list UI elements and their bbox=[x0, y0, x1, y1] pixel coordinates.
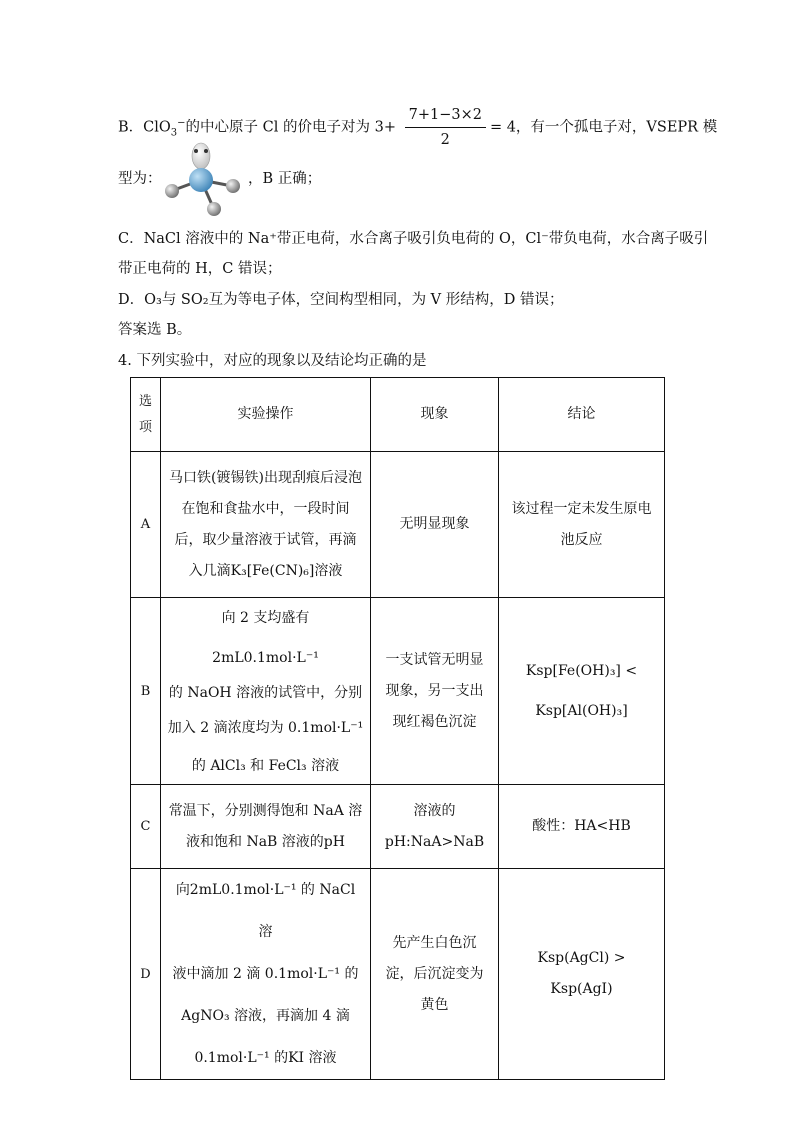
option-b-text-3: 型为： bbox=[118, 171, 162, 187]
row-c-operation-line: 液和饱和 NaB 溶液的pH bbox=[186, 833, 345, 850]
table-header-row bbox=[131, 378, 665, 452]
row-d-phenomenon-line: 黄色 bbox=[420, 996, 449, 1013]
row-d-operation-line: AgNO₃ 溶液，再滴加 4 滴 bbox=[181, 1008, 350, 1024]
row-a-operation-line: 后，取少量溶液于试管，再滴 bbox=[174, 531, 357, 548]
header-operation: 实验操作 bbox=[161, 378, 371, 452]
header-conclusion: 结论 bbox=[499, 378, 665, 452]
row-a-operation-line: 在饱和食盐水中，一段时间 bbox=[181, 500, 350, 517]
row-b-operation-line: 加入 2 滴浓度均为 0.1mol·L⁻¹ bbox=[167, 720, 364, 736]
row-b-operation-line: 的 AlCl₃ 和 FeCl₃ 溶液 bbox=[191, 758, 340, 774]
row-c-option: C bbox=[131, 785, 161, 869]
row-a-conclusion-line: 池反应 bbox=[560, 531, 603, 548]
row-c-phenomenon-line: pH:NaA>NaB bbox=[384, 833, 485, 850]
row-c-phenomenon bbox=[371, 785, 499, 869]
option-b-text-4: ，B 正确； bbox=[248, 171, 322, 187]
row-d-operation-line: 0.1mol·L⁻¹ 的KI 溶液 bbox=[194, 1050, 337, 1066]
row-d-conclusion bbox=[499, 869, 665, 1080]
row-d-conclusion-line: Ksp(AgCl) > Ksp(AgI) bbox=[537, 950, 626, 997]
fraction-denominator: 2 bbox=[440, 132, 450, 148]
answer-line: 答案选 B。 bbox=[118, 322, 192, 338]
row-a-option: A bbox=[131, 452, 161, 598]
vsepr-model-icon bbox=[158, 138, 248, 222]
row-b-phenomenon-line: 现红褐色沉淀 bbox=[392, 713, 477, 730]
option-b-line-2-tail bbox=[248, 169, 321, 189]
row-b-conclusion-line: Ksp[Fe(OH)₃] < bbox=[525, 663, 638, 679]
chlorate-subscript: 3 bbox=[170, 127, 178, 139]
table-row bbox=[131, 598, 665, 785]
header-phenomenon: 现象 bbox=[371, 378, 499, 452]
row-b-conclusion-line: Ksp[Al(OH)₃] bbox=[535, 703, 628, 719]
row-c-conclusion bbox=[499, 785, 665, 869]
row-c-operation bbox=[161, 785, 371, 869]
row-d-operation-line: 液中滴加 2 滴 0.1mol·L⁻¹ 的 bbox=[172, 966, 359, 982]
row-a-operation bbox=[161, 452, 371, 598]
row-b-conclusion bbox=[499, 598, 665, 785]
row-b-operation-line: 向 2 支均盛有 2mL0.1mol·L⁻¹ bbox=[212, 610, 319, 666]
row-a-conclusion-line: 该过程一定未发生原电 bbox=[511, 500, 652, 517]
row-d-option: D bbox=[131, 869, 161, 1080]
option-b-line-2 bbox=[118, 169, 162, 189]
row-a-phenomenon bbox=[371, 452, 499, 598]
experiment-table bbox=[130, 377, 665, 1080]
option-b-text-1: 的中心原子 Cl 的价电子对为 3+ bbox=[185, 119, 396, 136]
row-b-phenomenon-line: 一支试管无明显 bbox=[385, 651, 484, 668]
row-d-phenomenon bbox=[371, 869, 499, 1080]
row-c-phenomenon-line: 溶液的 bbox=[413, 802, 456, 819]
option-d-line-1: D．O₃与 SO₂互为等电子体，空间构型相同，为 V 形结构，D 错误； bbox=[118, 292, 564, 308]
header-option bbox=[131, 378, 161, 452]
option-c-line-2: 带正电荷的 H，C 错误； bbox=[118, 261, 282, 277]
row-b-phenomenon bbox=[371, 598, 499, 785]
row-c-conclusion-line: 酸性：HA<HB bbox=[532, 818, 631, 834]
row-a-phenomenon-line: 无明显现象 bbox=[399, 516, 470, 532]
header-option-text: 选项 bbox=[138, 393, 152, 435]
fraction-numerator: 7+1−3×2 bbox=[405, 105, 486, 128]
row-b-operation bbox=[161, 598, 371, 785]
row-c-operation-line: 常温下，分别测得饱和 NaA 溶 bbox=[168, 802, 363, 819]
row-d-operation-line: 向2mL0.1mol·L⁻¹ 的 NaCl 溶 bbox=[175, 882, 356, 940]
question-4-stem: 4. 下列实验中，对应的现象以及结论均正确的是 bbox=[118, 353, 427, 369]
row-d-operation bbox=[161, 869, 371, 1080]
option-b-prefix: B． bbox=[118, 119, 144, 136]
option-c-line-1: C．NaCl 溶液中的 Na⁺带正电荷，水合离子吸引负电荷的 O，Cl⁻带负电荷，水合离子吸引 bbox=[118, 231, 709, 247]
chlorate-charge: − bbox=[177, 117, 186, 129]
table-row bbox=[131, 785, 665, 869]
row-a-conclusion bbox=[499, 452, 665, 598]
table-row bbox=[131, 452, 665, 598]
row-a-operation-line: 入几滴K₃[Fe(CN)₆]溶液 bbox=[188, 562, 343, 579]
row-a-operation-line: 马口铁(镀锡铁)出现刮痕后浸泡 bbox=[169, 469, 362, 486]
option-b-text-2: = 4，有一个孤电子对，VSEPR 模 bbox=[489, 119, 718, 136]
chlorate-formula: ClO bbox=[143, 119, 171, 136]
table-row bbox=[131, 869, 665, 1080]
row-b-operation-line: 的 NaOH 溶液的试管中，分别 bbox=[168, 685, 363, 701]
row-b-phenomenon-line: 现象，另一支出 bbox=[385, 682, 484, 699]
row-d-phenomenon-line: 先产生白色沉 bbox=[392, 934, 477, 951]
valence-fraction bbox=[405, 105, 486, 150]
row-d-phenomenon-line: 淀，后沉淀变为 bbox=[385, 965, 484, 982]
row-b-option: B bbox=[131, 598, 161, 785]
